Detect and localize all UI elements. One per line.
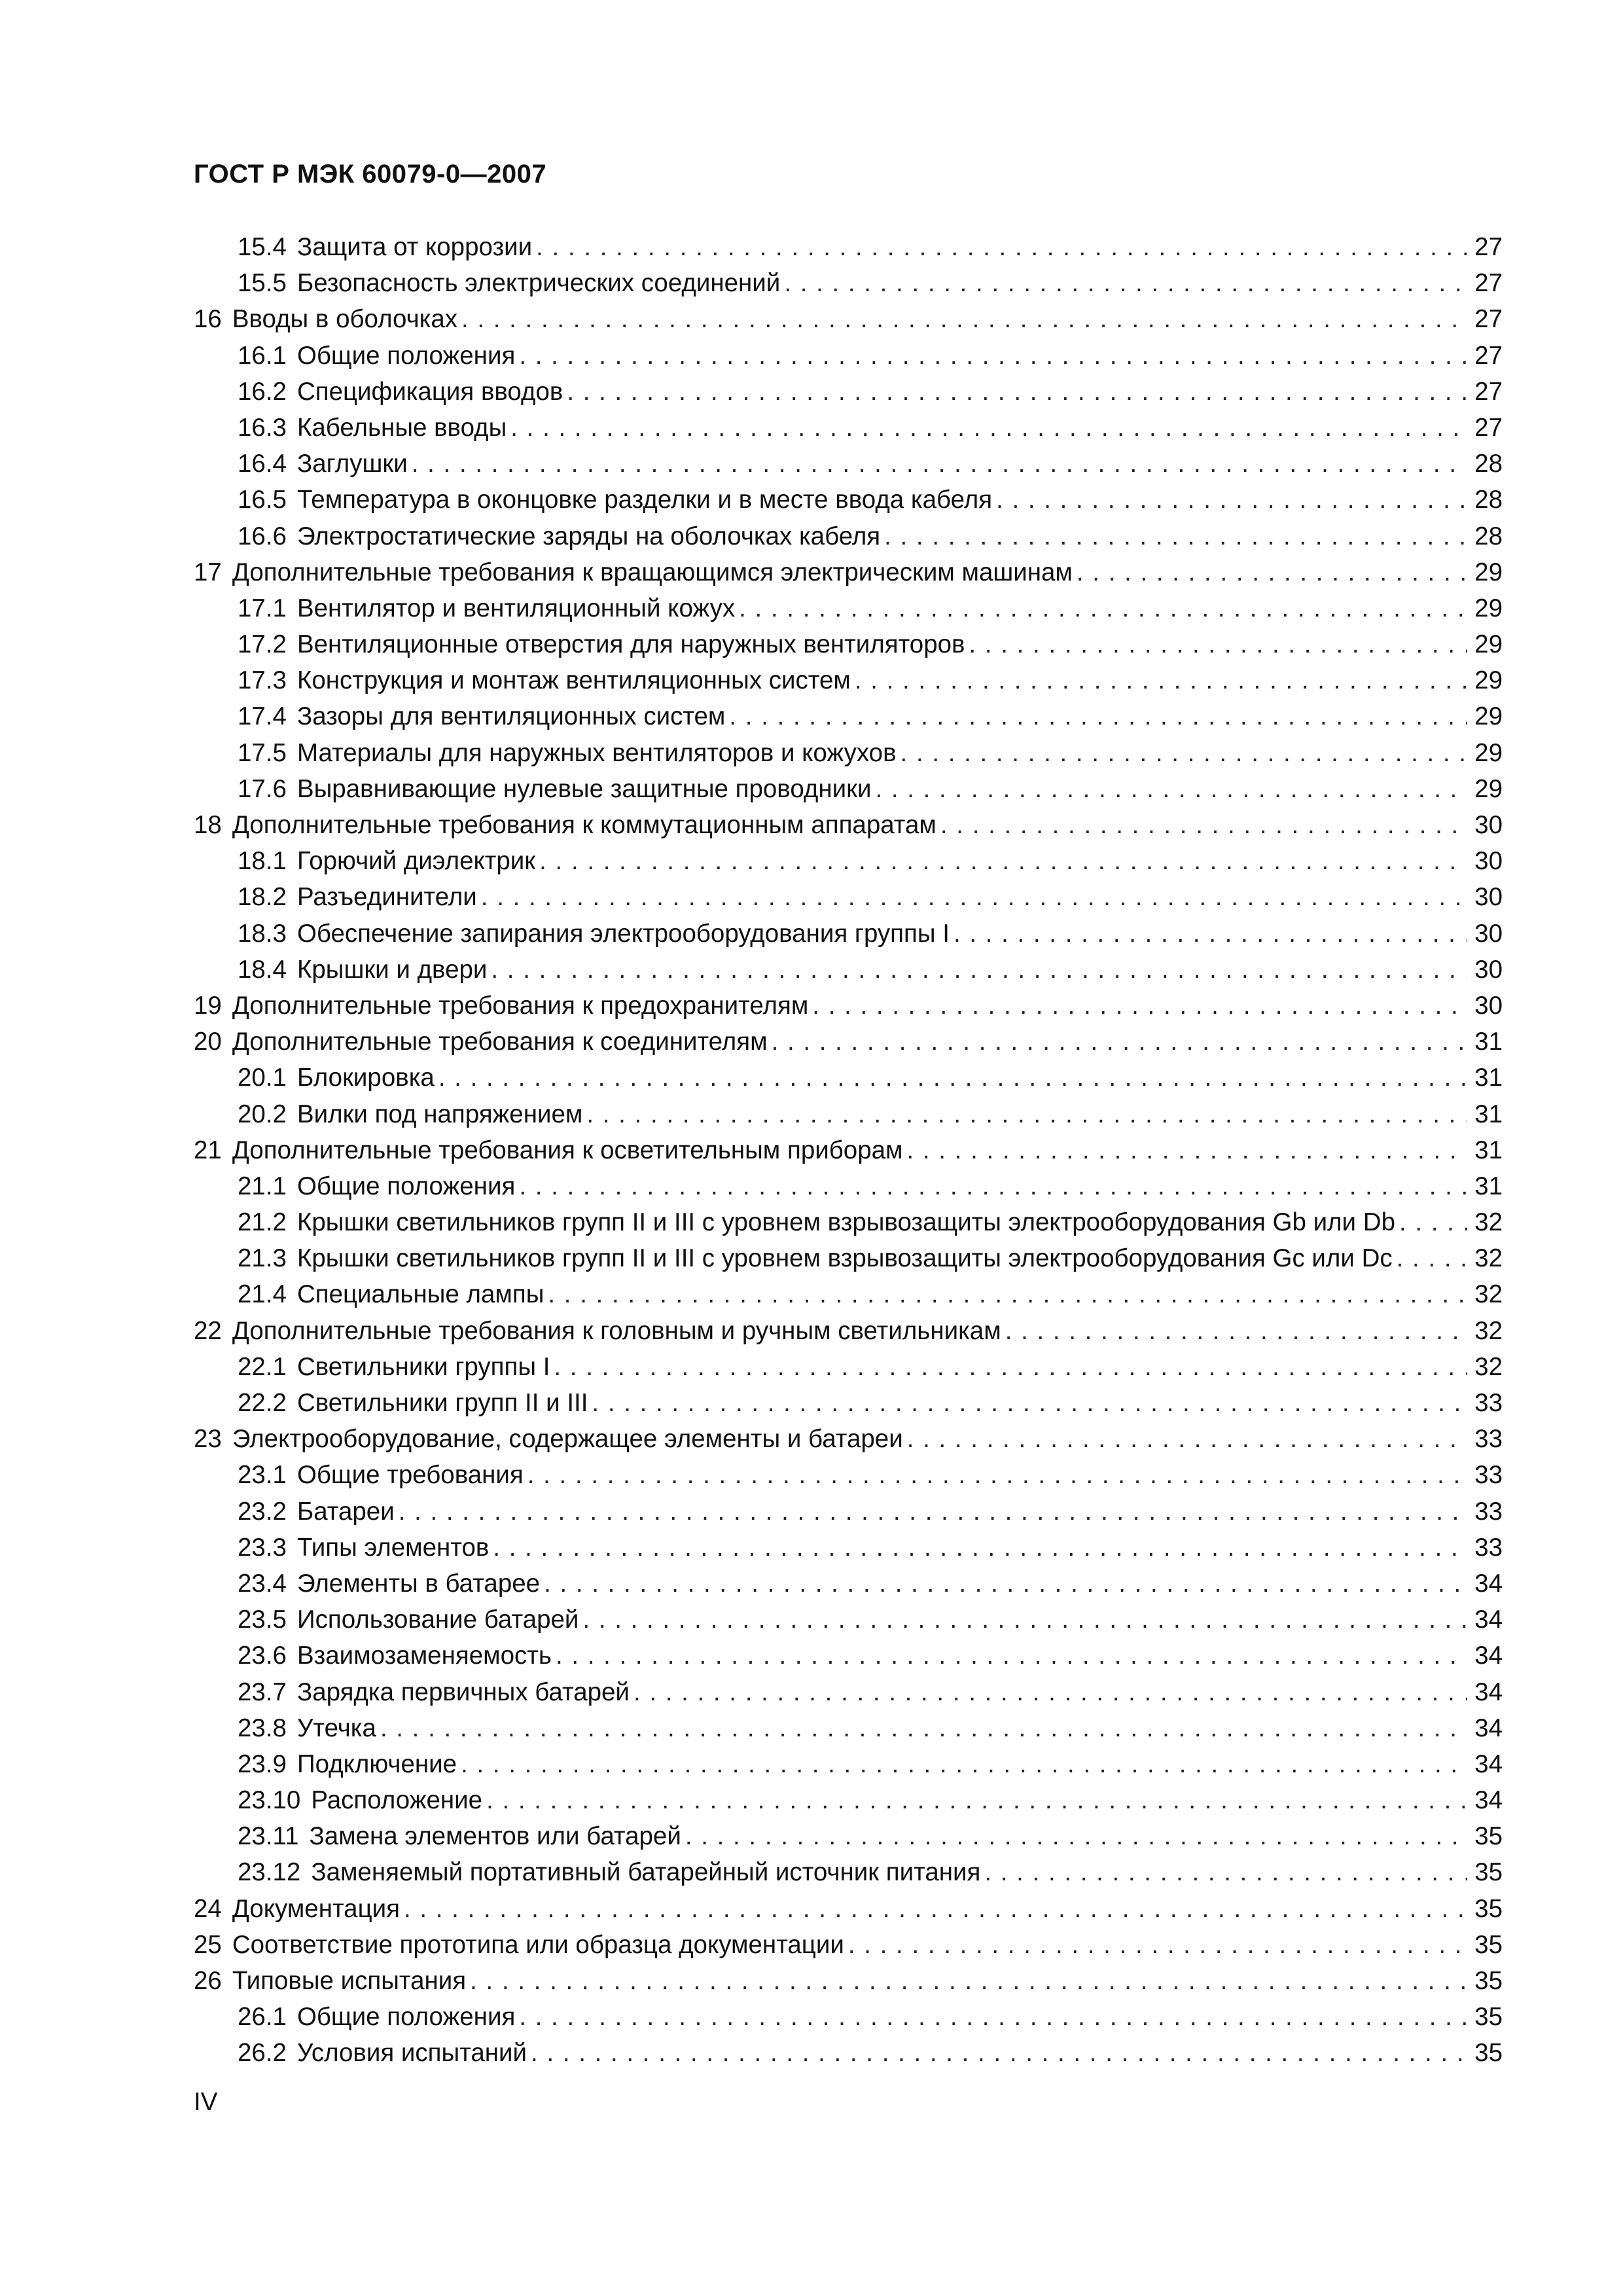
toc-entry-number: 17.4	[238, 702, 287, 731]
toc-entry	[194, 1240, 1503, 1276]
dot-leader	[519, 1999, 1467, 2035]
toc-entry-title: Типы элементов	[296, 1533, 490, 1562]
dot-leader	[539, 843, 1467, 879]
dot-leader	[548, 1276, 1467, 1312]
toc-entry-number: 23.5	[238, 1605, 287, 1634]
toc-entry-number: 26.2	[238, 2039, 287, 2068]
toc-entry	[194, 698, 1503, 734]
toc-entry	[194, 554, 1503, 590]
toc-entry-page: 35	[1474, 2039, 1503, 2068]
toc-entry-page: 34	[1474, 1605, 1503, 1634]
dot-leader	[1077, 554, 1467, 590]
toc-entry-page: 27	[1474, 305, 1503, 334]
toc-entry	[194, 988, 1503, 1024]
toc-entry	[194, 1457, 1503, 1493]
toc-entry-title: Общие положения	[296, 2003, 516, 2032]
toc-entry	[194, 1746, 1503, 1782]
toc-entry-page: 35	[1474, 1822, 1503, 1851]
toc-entry-page: 35	[1474, 1858, 1503, 1887]
toc-entry-title: Горючий диэлектрик	[296, 847, 536, 876]
toc-entry-page: 30	[1474, 991, 1503, 1020]
toc-entry-number: 17.2	[238, 630, 287, 659]
table-of-contents	[194, 229, 1503, 2072]
toc-entry-number: 16.2	[238, 377, 287, 406]
toc-entry-page: 32	[1474, 1208, 1503, 1237]
toc-entry-page: 34	[1474, 1749, 1503, 1778]
dot-leader	[996, 482, 1467, 518]
toc-entry-number: 22.2	[238, 1389, 287, 1417]
toc-entry-page: 30	[1474, 919, 1503, 948]
toc-entry-number: 23.4	[238, 1569, 287, 1598]
toc-entry-number: 20	[194, 1028, 222, 1056]
toc-entry-title: Кабельные вводы	[296, 413, 507, 442]
toc-entry	[194, 1494, 1503, 1530]
dot-leader	[739, 590, 1467, 626]
toc-entry-title: Крышки светильников групп II и III с уровнем взрывозащиты электрооборудования Gc или Dc	[296, 1244, 1393, 1273]
toc-entry	[194, 843, 1503, 879]
toc-entry-page: 34	[1474, 1786, 1503, 1815]
toc-entry-title: Крышки и двери	[296, 955, 488, 984]
toc-entry-number: 21.2	[238, 1208, 287, 1237]
dot-leader	[544, 1566, 1467, 1602]
toc-entry-title: Зазоры для вентиляционных систем	[296, 702, 726, 731]
toc-entry-page: 29	[1474, 558, 1503, 586]
toc-entry-number: 25	[194, 1930, 222, 1959]
toc-entry-title: Заглушки	[296, 450, 408, 478]
toc-entry-title: Крышки светильников групп II и III с уровнем взрывозащиты электрооборудования Gb или Db	[296, 1208, 1395, 1237]
toc-entry-title: Вилки под напряжением	[296, 1100, 583, 1128]
toc-entry-title: Элементы в батарее	[296, 1569, 541, 1598]
toc-entry-page: 33	[1474, 1497, 1503, 1526]
dot-leader	[954, 916, 1467, 952]
toc-entry-page: 29	[1474, 702, 1503, 731]
toc-entry-number: 23.9	[238, 1749, 287, 1778]
toc-entry-title: Расположение	[311, 1786, 483, 1815]
dot-leader	[1005, 1313, 1467, 1349]
toc-entry-page: 28	[1474, 486, 1503, 514]
toc-entry-title: Материалы для наружных вентиляторов и кожухов	[296, 738, 897, 767]
toc-entry-page: 33	[1474, 1533, 1503, 1562]
toc-entry	[194, 265, 1503, 301]
toc-entry-number: 23.6	[238, 1641, 287, 1670]
toc-entry-title: Дополнительные требования к головным и ручным светильникам	[232, 1316, 1001, 1345]
toc-entry	[194, 626, 1503, 662]
toc-entry-page: 29	[1474, 594, 1503, 622]
dot-leader	[1397, 1240, 1467, 1276]
toc-entry-page: 29	[1474, 666, 1503, 695]
toc-entry-number: 23.11	[238, 1822, 299, 1851]
toc-entry-number: 16.4	[238, 450, 287, 478]
dot-leader	[438, 1060, 1467, 1096]
toc-entry	[194, 1132, 1503, 1168]
toc-entry-title: Вводы в оболочках	[232, 305, 457, 334]
toc-entry-page: 30	[1474, 811, 1503, 839]
toc-entry-page: 29	[1474, 738, 1503, 767]
dot-leader	[412, 446, 1467, 482]
toc-entry-title: Общие положения	[296, 1172, 516, 1200]
toc-entry	[194, 301, 1503, 337]
dot-leader	[491, 952, 1467, 988]
toc-entry-number: 22.1	[238, 1352, 287, 1381]
dot-leader	[536, 229, 1467, 265]
dot-leader	[901, 735, 1467, 771]
toc-entry-number: 18.3	[238, 919, 287, 948]
toc-entry	[194, 1024, 1503, 1060]
toc-entry-page: 29	[1474, 774, 1503, 803]
dot-leader	[907, 1421, 1467, 1457]
toc-entry	[194, 1313, 1503, 1349]
toc-entry-title: Заменяемый портативный батарейный источник питания	[311, 1858, 981, 1887]
toc-entry-title: Документация	[232, 1894, 400, 1923]
dot-leader	[470, 1963, 1467, 1999]
dot-leader	[855, 662, 1467, 698]
dot-leader	[486, 1782, 1467, 1818]
toc-entry-title: Использование батарей	[296, 1605, 579, 1634]
toc-entry-number: 21.1	[238, 1172, 287, 1200]
toc-entry	[194, 338, 1503, 374]
toc-entry	[194, 229, 1503, 265]
dot-leader	[481, 879, 1467, 915]
toc-entry-title: Соответствие прототипа или образца документации	[232, 1930, 844, 1959]
dot-leader	[772, 1024, 1467, 1060]
toc-entry-number: 20.2	[238, 1100, 287, 1128]
toc-entry-page: 35	[1474, 2003, 1503, 2032]
dot-leader	[510, 410, 1467, 446]
toc-entry-page: 32	[1474, 1244, 1503, 1273]
toc-entry-number: 20.1	[238, 1064, 287, 1092]
toc-entry	[194, 1891, 1503, 1927]
toc-entry	[194, 1999, 1503, 2035]
dot-leader	[907, 1132, 1468, 1168]
toc-entry-number: 26	[194, 1967, 222, 1995]
toc-entry	[194, 1421, 1503, 1457]
toc-entry-number: 16.5	[238, 486, 287, 514]
toc-entry-number: 23.2	[238, 1497, 287, 1526]
dot-leader	[969, 626, 1467, 662]
toc-entry-number: 23.3	[238, 1533, 287, 1562]
toc-entry-title: Разъединители	[296, 883, 477, 912]
toc-entry	[194, 1782, 1503, 1818]
toc-entry-title: Светильники группы I	[296, 1352, 550, 1381]
toc-entry-title: Спецификация вводов	[296, 377, 563, 406]
dot-leader	[592, 1385, 1467, 1421]
toc-entry-number: 21.3	[238, 1244, 287, 1273]
toc-entry	[194, 916, 1503, 952]
document-header: ГОСТ Р МЭК 60079-0—2007	[194, 160, 547, 188]
toc-entry	[194, 1566, 1503, 1602]
toc-entry-page: 35	[1474, 1930, 1503, 1959]
toc-entry-title: Дополнительные требования к осветительным приборам	[232, 1136, 903, 1164]
toc-entry	[194, 1927, 1503, 1963]
toc-entry	[194, 1818, 1503, 1854]
toc-entry	[194, 1096, 1503, 1132]
toc-entry	[194, 1349, 1503, 1385]
toc-entry-page: 30	[1474, 883, 1503, 912]
toc-entry	[194, 410, 1503, 446]
toc-entry	[194, 1674, 1503, 1710]
toc-entry-number: 23	[194, 1425, 222, 1454]
toc-entry-title: Обеспечение запирания электрооборудования группы I	[296, 919, 950, 948]
toc-entry-number: 15.4	[238, 233, 287, 261]
toc-entry-title: Общие положения	[296, 341, 516, 370]
toc-entry-title: Светильники групп II и III	[296, 1389, 588, 1417]
dot-leader	[519, 1168, 1467, 1204]
toc-entry	[194, 771, 1503, 807]
dot-leader	[461, 301, 1467, 337]
toc-entry-title: Электростатические заряды на оболочках кабеля	[296, 522, 881, 550]
toc-entry-number: 16.3	[238, 413, 287, 442]
toc-entry	[194, 2035, 1503, 2071]
toc-entry	[194, 1710, 1503, 1746]
dot-leader	[586, 1096, 1467, 1132]
dot-leader	[493, 1530, 1467, 1566]
toc-entry-title: Взаимозаменяемость	[296, 1641, 552, 1670]
toc-entry-number: 23.1	[238, 1461, 287, 1490]
toc-entry-number: 23.10	[238, 1786, 301, 1815]
toc-entry-number: 23.8	[238, 1713, 287, 1742]
dot-leader	[527, 1457, 1467, 1493]
toc-entry-number: 18.1	[238, 847, 287, 876]
toc-entry-page: 33	[1474, 1461, 1503, 1490]
dot-leader	[940, 807, 1467, 843]
toc-entry-number: 21	[194, 1136, 222, 1164]
dot-leader	[519, 338, 1467, 374]
toc-entry	[194, 482, 1503, 518]
toc-entry-title: Вентиляционные отверстия для наружных вентиляторов	[296, 630, 965, 659]
toc-entry-number: 18.2	[238, 883, 287, 912]
toc-entry	[194, 446, 1503, 482]
toc-entry-page: 31	[1474, 1100, 1503, 1128]
toc-entry	[194, 1530, 1503, 1566]
toc-entry-title: Зарядка первичных батарей	[296, 1677, 630, 1706]
toc-entry-page: 31	[1474, 1172, 1503, 1200]
toc-entry-number: 26.1	[238, 2003, 287, 2032]
toc-entry-page: 32	[1474, 1280, 1503, 1309]
toc-entry-title: Электрооборудование, содержащее элементы и батареи	[232, 1425, 903, 1454]
toc-entry-number: 17.6	[238, 774, 287, 803]
toc-entry-page: 27	[1474, 233, 1503, 261]
toc-entry-page: 32	[1474, 1316, 1503, 1345]
toc-entry-page: 28	[1474, 450, 1503, 478]
dot-leader	[404, 1891, 1467, 1927]
toc-entry-number: 23.12	[238, 1858, 301, 1887]
toc-entry-title: Блокировка	[296, 1064, 435, 1092]
toc-entry-page: 35	[1474, 1894, 1503, 1923]
toc-entry-title: Защита от коррозии	[296, 233, 533, 261]
toc-entry-page: 34	[1474, 1677, 1503, 1706]
toc-entry-number: 15.5	[238, 269, 287, 298]
toc-entry-number: 16.1	[238, 341, 287, 370]
toc-entry	[194, 374, 1503, 410]
toc-entry-title: Подключение	[296, 1749, 457, 1778]
toc-entry	[194, 879, 1503, 915]
toc-entry	[194, 735, 1503, 771]
toc-entry-title: Вентилятор и вентиляционный кожух	[296, 594, 736, 622]
toc-entry-title: Дополнительные требования к соединителям	[232, 1028, 768, 1056]
toc-entry-title: Выравнивающие нулевые защитные проводники	[296, 774, 872, 803]
toc-entry	[194, 1602, 1503, 1638]
toc-entry	[194, 1963, 1503, 1999]
toc-entry-page: 32	[1474, 1352, 1503, 1381]
toc-entry-page: 33	[1474, 1389, 1503, 1417]
toc-entry	[194, 1854, 1503, 1890]
toc-entry	[194, 518, 1503, 554]
toc-entry	[194, 662, 1503, 698]
toc-entry-page: 31	[1474, 1064, 1503, 1092]
toc-entry-title: Условия испытаний	[296, 2039, 527, 2068]
toc-entry	[194, 1168, 1503, 1204]
dot-leader	[784, 265, 1467, 301]
dot-leader	[633, 1674, 1467, 1710]
toc-entry-page: 30	[1474, 847, 1503, 876]
toc-entry-title: Утечка	[296, 1713, 376, 1742]
toc-entry-page: 35	[1474, 1967, 1503, 1995]
toc-entry-number: 18.4	[238, 955, 287, 984]
toc-entry-title: Безопасность электрических соединений	[296, 269, 781, 298]
toc-entry-page: 28	[1474, 522, 1503, 550]
toc-entry-number: 24	[194, 1894, 222, 1923]
toc-entry-number: 17.3	[238, 666, 287, 695]
dot-leader	[1399, 1204, 1467, 1240]
toc-entry-page: 34	[1474, 1569, 1503, 1598]
toc-entry-page: 27	[1474, 269, 1503, 298]
toc-entry	[194, 1276, 1503, 1312]
toc-entry	[194, 807, 1503, 843]
toc-entry-page: 31	[1474, 1136, 1503, 1164]
toc-entry-page: 29	[1474, 630, 1503, 659]
toc-entry-number: 16.6	[238, 522, 287, 550]
toc-entry-number: 16	[194, 305, 222, 334]
toc-entry-page: 34	[1474, 1641, 1503, 1670]
dot-leader	[556, 1638, 1467, 1674]
dot-leader	[567, 374, 1467, 410]
toc-entry-page: 34	[1474, 1713, 1503, 1742]
toc-entry-title: Дополнительные требования к предохранителям	[232, 991, 809, 1020]
toc-entry	[194, 952, 1503, 988]
toc-entry-number: 18	[194, 811, 222, 839]
toc-entry-title: Батареи	[296, 1497, 395, 1526]
toc-entry-number: 22	[194, 1316, 222, 1345]
toc-entry-page: 27	[1474, 413, 1503, 442]
dot-leader	[984, 1854, 1467, 1890]
toc-entry-title: Дополнительные требования к вращающимся электрическим машинам	[232, 558, 1073, 586]
toc-entry-page: 27	[1474, 341, 1503, 370]
dot-leader	[582, 1602, 1467, 1638]
toc-entry	[194, 1385, 1503, 1421]
toc-entry-title: Конструкция и монтаж вентиляционных систем	[296, 666, 851, 695]
dot-leader	[461, 1746, 1467, 1782]
dot-leader	[399, 1494, 1467, 1530]
toc-entry	[194, 590, 1503, 626]
toc-entry-page: 30	[1474, 955, 1503, 984]
toc-entry-number: 21.4	[238, 1280, 287, 1309]
toc-entry-title: Общие требования	[296, 1461, 524, 1490]
toc-entry-title: Специальные лампы	[296, 1280, 544, 1309]
dot-leader	[531, 2035, 1467, 2071]
dot-leader	[848, 1927, 1467, 1963]
toc-entry	[194, 1638, 1503, 1674]
toc-entry-number: 19	[194, 991, 222, 1020]
toc-entry-page: 27	[1474, 377, 1503, 406]
toc-entry	[194, 1204, 1503, 1240]
page-number: IV	[194, 2088, 218, 2116]
toc-entry-number: 17	[194, 558, 222, 586]
toc-entry	[194, 1060, 1503, 1096]
dot-leader	[729, 698, 1467, 734]
toc-entry-title: Температура в оконцовке разделки и в месте ввода кабеля	[296, 486, 993, 514]
dot-leader	[685, 1818, 1467, 1854]
dot-leader	[875, 771, 1467, 807]
toc-entry-number: 23.7	[238, 1677, 287, 1706]
dot-leader	[812, 988, 1467, 1024]
toc-entry-title: Замена элементов или батарей	[309, 1822, 681, 1851]
dot-leader	[380, 1710, 1467, 1746]
toc-entry-page: 31	[1474, 1028, 1503, 1056]
toc-entry-number: 17.1	[238, 594, 287, 622]
toc-entry-number: 17.5	[238, 738, 287, 767]
toc-entry-page: 33	[1474, 1425, 1503, 1454]
toc-entry-title: Дополнительные требования к коммутационным аппаратам	[232, 811, 936, 839]
toc-entry-title: Типовые испытания	[232, 1967, 467, 1995]
dot-leader	[554, 1349, 1467, 1385]
dot-leader	[884, 518, 1467, 554]
